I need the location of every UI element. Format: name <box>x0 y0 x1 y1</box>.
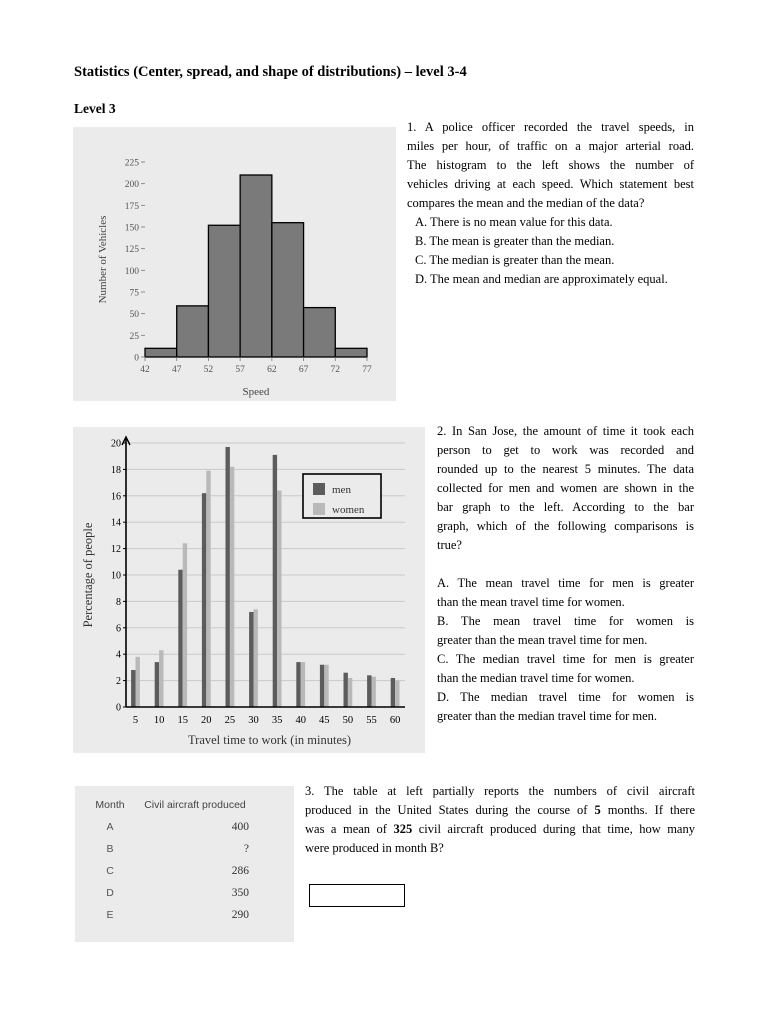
x-tick-label: 42 <box>140 365 150 375</box>
bar-women <box>136 657 140 707</box>
table-cell-value: ? <box>243 843 249 855</box>
bar-women <box>206 471 210 707</box>
histogram-bar <box>145 348 177 357</box>
table-cell-month: B <box>106 843 114 855</box>
y-tick-label: 150 <box>124 223 139 234</box>
histogram-bar <box>304 308 336 357</box>
x-tick-label: 55 <box>366 715 377 726</box>
y-tick-label: 200 <box>124 180 139 191</box>
q2-option-c[interactable] <box>437 650 694 688</box>
table-cell-value: 400 <box>231 821 249 833</box>
aircraft-table-panel <box>75 786 294 942</box>
bar-chart-panel <box>73 427 425 753</box>
table-cell-month: A <box>106 821 114 833</box>
q2-option-c-line: than the median travel time for women. <box>437 671 635 685</box>
page-title: Statistics (Center, spread, and shape of distributions) – level 3-4 <box>74 64 467 80</box>
legend-label-men: men <box>332 484 351 496</box>
bar-women <box>230 467 234 707</box>
bar-men <box>344 673 348 707</box>
q1-line: compares the mean and the median of the data? <box>407 196 645 210</box>
y-tick-label: 16 <box>111 491 121 503</box>
bar-women <box>395 681 399 707</box>
y-tick-label: 225 <box>124 158 139 169</box>
x-tick-label: 35 <box>271 715 283 726</box>
y-axis-label: Percentage of people <box>81 522 95 628</box>
q2-line: graph, which of the following comparisons is <box>437 519 694 533</box>
table-header-month: Month <box>95 799 125 811</box>
q1-option-a[interactable]: A. There is no mean value for this data. <box>415 215 613 229</box>
q2-option-a-line: A. The mean travel time for men is greater <box>437 576 694 590</box>
histogram-bar <box>272 223 304 357</box>
y-tick-label: 125 <box>124 245 139 256</box>
y-tick-label: 18 <box>111 464 121 476</box>
question-1-options <box>415 213 668 289</box>
q2-option-d-line: greater than the median travel time for men. <box>437 709 658 723</box>
y-tick-label: 8 <box>116 596 121 608</box>
x-tick-label: 62 <box>267 365 277 375</box>
legend-swatch-men <box>313 483 325 495</box>
level-heading: Level 3 <box>74 101 116 116</box>
table-row <box>106 865 249 877</box>
y-tick-label: 2 <box>116 676 121 688</box>
q2-option-c-line: C. The median travel time for men is greater <box>437 652 694 666</box>
bar-men <box>391 678 395 707</box>
bar-women <box>324 665 328 707</box>
bar-men <box>273 455 277 707</box>
y-tick-label: 50 <box>129 310 139 321</box>
y-tick-label: 100 <box>124 266 139 277</box>
q3-line: 3. The table at left partially reports the numbers of civil aircraft <box>305 784 695 798</box>
q1-option-c[interactable]: C. The median is greater than the mean. <box>415 253 615 267</box>
x-axis-label: Speed <box>242 386 270 398</box>
bar-women <box>348 678 352 707</box>
travel-time-bar-chart <box>73 427 425 753</box>
table-cell-month: E <box>106 909 114 921</box>
y-tick-label: 0 <box>116 702 121 714</box>
x-tick-label: 45 <box>319 715 330 726</box>
q1-option-b[interactable]: B. The mean is greater than the median. <box>415 234 615 248</box>
q1-line: vehicles driving at each speed. Which statement best <box>407 177 694 191</box>
x-tick-label: 47 <box>171 365 182 375</box>
x-tick-label: 57 <box>235 365 245 375</box>
bar-men <box>202 493 206 707</box>
table-cell-value: 286 <box>231 865 249 877</box>
y-tick-label: 175 <box>124 201 139 212</box>
bar-women <box>183 543 187 707</box>
x-tick-label: 30 <box>248 715 259 726</box>
q2-line: true? <box>437 538 462 552</box>
y-tick-label: 14 <box>111 517 121 529</box>
y-tick-label: 4 <box>116 649 121 661</box>
bar-women <box>254 609 258 707</box>
bar-men <box>226 447 230 707</box>
q2-option-a-line: than the mean travel time for women. <box>437 595 625 609</box>
histogram-panel <box>73 127 396 401</box>
histogram-bar <box>208 225 240 357</box>
y-tick-label: 10 <box>111 570 121 582</box>
q3-line: produced in the United States during the course of 5 months. If there <box>305 803 696 817</box>
table-cell-month: D <box>106 887 114 899</box>
table-cell-month: C <box>106 865 114 877</box>
question-2 <box>437 422 694 555</box>
bar-men <box>249 612 253 707</box>
aircraft-table <box>75 786 294 942</box>
table-row <box>106 887 249 899</box>
x-tick-label: 50 <box>342 715 354 726</box>
bar-women <box>277 491 281 707</box>
x-axis-label: Travel time to work (in minutes) <box>187 733 352 747</box>
y-tick-label: 12 <box>111 544 121 556</box>
table-row <box>106 821 249 833</box>
q1-line: miles per hour, of traffic on a major arterial road. <box>407 139 694 153</box>
x-tick-label: 20 <box>201 715 212 726</box>
histogram-chart <box>73 127 396 401</box>
x-tick-label: 52 <box>203 365 214 375</box>
question-3 <box>305 782 695 858</box>
q2-option-a[interactable] <box>437 574 694 612</box>
q2-line: bar graph to the left. According to the bar <box>437 500 694 514</box>
x-tick-label: 25 <box>224 715 236 726</box>
bar-men <box>131 670 135 707</box>
q1-line: 1. A police officer recorded the travel speeds, in <box>407 120 694 134</box>
bar-men <box>367 675 371 707</box>
histogram-bar <box>335 348 367 357</box>
y-tick-label: 25 <box>129 331 139 342</box>
answer-box[interactable] <box>309 884 405 907</box>
x-tick-label: 5 <box>132 715 139 726</box>
table-cell-value: 290 <box>231 909 249 921</box>
x-tick-label: 72 <box>330 365 341 375</box>
bar-men <box>178 570 182 707</box>
bar-women <box>301 662 305 707</box>
histogram-bar <box>240 175 272 357</box>
table-header-produced: Civil aircraft produced <box>144 799 246 811</box>
question-1 <box>407 118 694 213</box>
x-tick-label: 77 <box>362 365 372 375</box>
legend-swatch-women <box>313 503 325 515</box>
table-row <box>106 843 249 855</box>
y-tick-label: 0 <box>134 353 139 364</box>
table-cell-value: 350 <box>231 887 249 899</box>
q2-option-b[interactable] <box>437 612 694 650</box>
y-tick-label: 6 <box>116 623 121 635</box>
bar-men <box>320 665 324 707</box>
q2-option-b-line: greater than the mean travel time for men. <box>437 633 648 647</box>
q3-line: was a mean of 325 civil aircraft produced during that time, how many <box>305 822 695 836</box>
x-tick-label: 67 <box>298 365 309 375</box>
q1-line: The histogram to the left shows the number of <box>407 158 694 172</box>
x-tick-label: 15 <box>177 715 188 726</box>
y-tick-label: 20 <box>111 438 121 450</box>
y-axis-label: Number of Vehicles <box>97 215 109 304</box>
q2-line: collected for men and women are shown in the <box>437 481 694 495</box>
bar-women <box>372 677 376 707</box>
x-tick-label: 60 <box>389 715 401 726</box>
table-row <box>106 909 249 921</box>
q2-line: person to get to work was recorded and <box>437 443 694 457</box>
q3-line: were produced in month B? <box>305 841 444 855</box>
histogram-bar <box>177 306 209 357</box>
bar-men <box>155 662 159 707</box>
x-tick-label: 40 <box>295 715 306 726</box>
legend-label-women: women <box>332 504 365 516</box>
bar-men <box>296 662 300 707</box>
bar-women <box>159 650 163 707</box>
y-tick-label: 75 <box>129 288 139 299</box>
question-2-options <box>437 574 694 726</box>
q2-line: 2. In San Jose, the amount of time it took each <box>437 424 694 438</box>
q2-option-d[interactable] <box>437 688 694 726</box>
q2-option-d-line: D. The median travel time for women is <box>437 690 694 704</box>
q2-option-b-line: B. The mean travel time for women is <box>437 614 694 628</box>
q2-line: rounded up to the nearest 5 minutes. The data <box>437 462 694 476</box>
q1-option-d[interactable]: D. The mean and median are approximately equal. <box>415 272 668 286</box>
x-tick-label: 10 <box>153 715 165 726</box>
